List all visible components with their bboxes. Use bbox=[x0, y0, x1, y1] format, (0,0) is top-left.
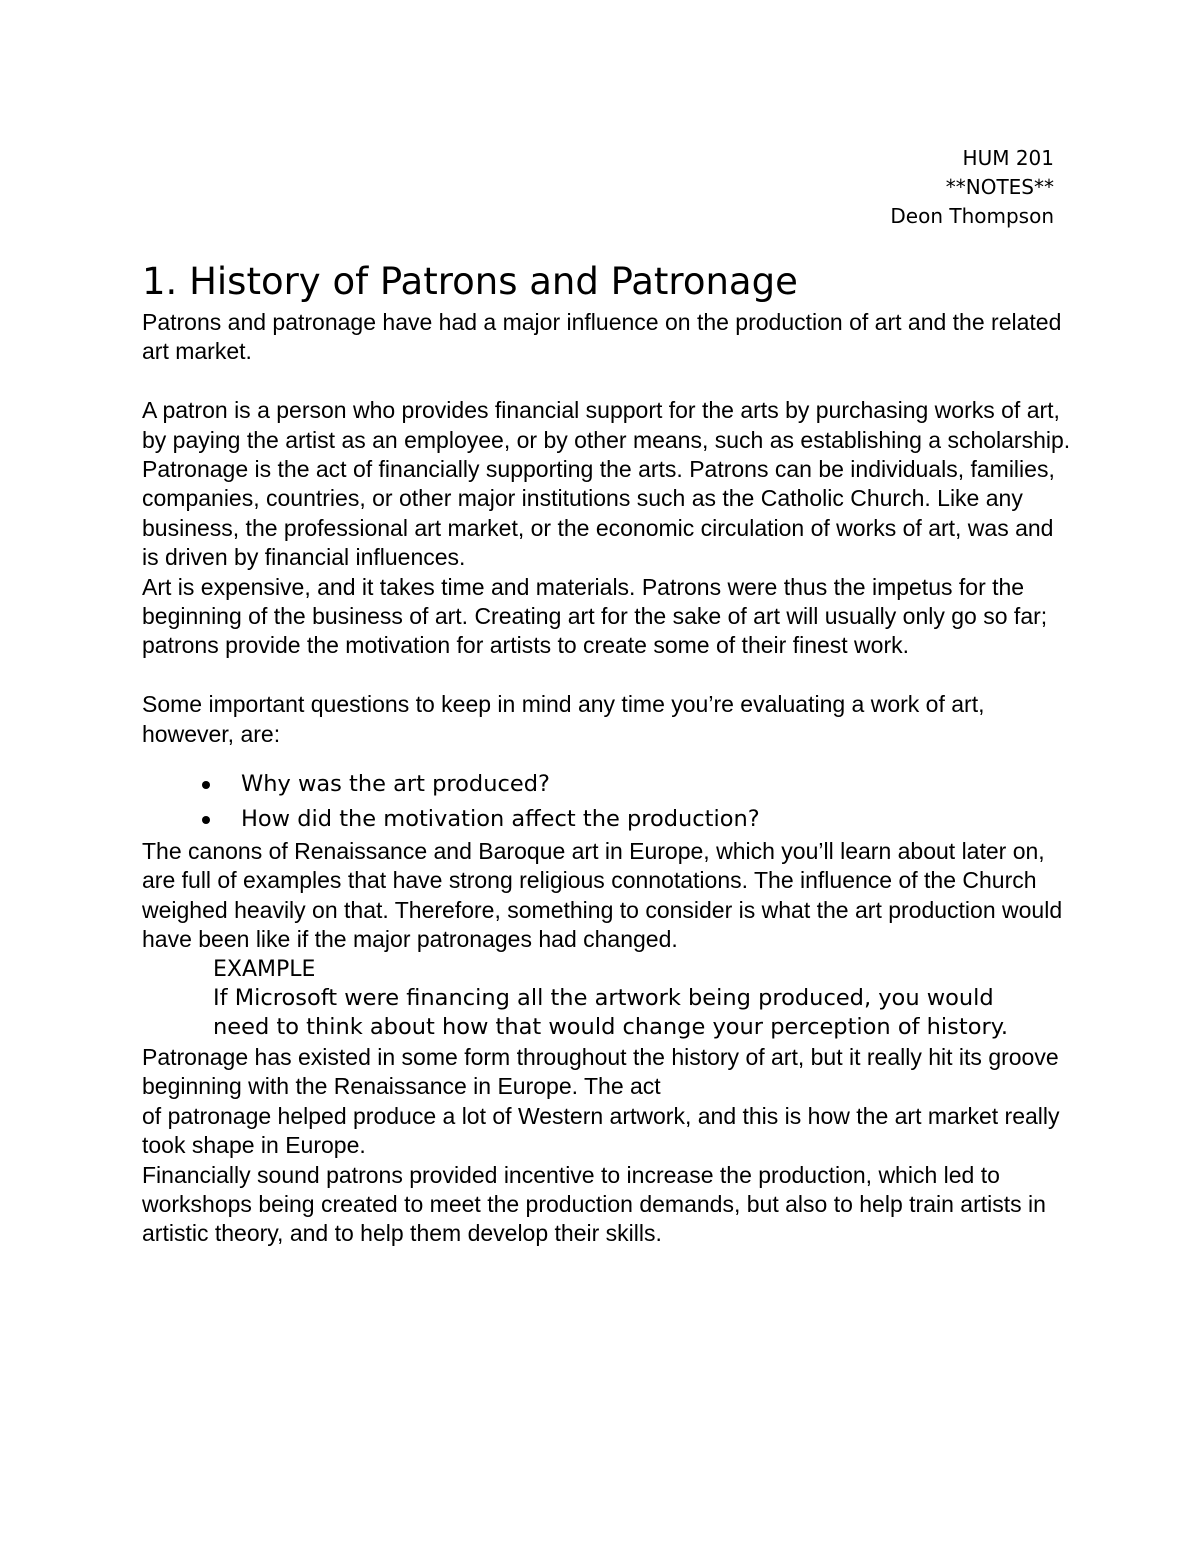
list-item-text: How did the motivation affect the production? bbox=[241, 806, 760, 833]
document-body bbox=[142, 258, 1072, 1249]
paragraph-art-expensive: Art is expensive, and it takes time and materials. Patrons were thus the impetus for the beginning of the business of art. Creating art for the sake of art will usually only go so far; patrons provide the motivation for artists to create some of their finest work. bbox=[142, 573, 1048, 659]
paragraph-renaissance-line1: Patronage has existed in some form throughout the history of art, but it really hit its groove beginning with the Renaissance in Europe. The act bbox=[142, 1043, 1059, 1100]
paragraph-patron-definition: A patron is a person who provides financial support for the arts by purchasing works of art, by paying the artist as an employee, or by other means, such as establishing a scholarship. Patronage is the act of financially supporting the arts. Patrons can be individuals, families, companies, countries, or other major institutions such as the Catholic Church. Like any business, the professional art market, or the economic circulation of works of art, was and is driven by financial influences. bbox=[142, 397, 1071, 571]
paragraph-workshops: Financially sound patrons provided incentive to increase the production, which led to workshops being created to meet the production demands, but also to help train artists in artistic theory, and to help them develop their skills. bbox=[142, 1161, 1046, 1247]
document-header bbox=[890, 144, 1054, 231]
paragraph-questions-intro: Some important questions to keep in mind any time you’re evaluating a work of art, however, are: bbox=[142, 691, 985, 747]
paragraph-renaissance-line2: of patronage helped produce a lot of Western artwork, and this is how the art market really took shape in Europe. bbox=[142, 1102, 1060, 1159]
author-name: Deon Thompson bbox=[890, 204, 1054, 228]
notes-label: **NOTES** bbox=[945, 175, 1054, 199]
section-heading: 1. History of Patrons and Patronage bbox=[142, 260, 798, 303]
bullet-icon bbox=[202, 781, 210, 789]
list-item bbox=[198, 767, 1072, 802]
example-block bbox=[142, 955, 1072, 1043]
list-item bbox=[198, 802, 1072, 837]
paragraph-canons: The canons of Renaissance and Baroque art in Europe, which you’ll learn about later on, are full of examples that have strong religious connotations. The influence of the Church weighed heavily on that. Therefore, something to consider is what the art production would have been like if the major patronages had changed. bbox=[142, 838, 1063, 953]
blank-line bbox=[142, 367, 1072, 396]
paragraph-intro: Patrons and patronage have had a major influence on the production of art and the related art market. bbox=[142, 309, 1062, 365]
blank-line bbox=[142, 661, 1072, 690]
example-text: If Microsoft were financing all the artwork being produced, you would need to think about how that would change your perception of history. bbox=[213, 984, 1009, 1041]
bullet-icon bbox=[202, 816, 210, 824]
list-item-text: Why was the art produced? bbox=[241, 771, 550, 798]
example-label: EXAMPLE bbox=[213, 956, 316, 982]
course-code: HUM 201 bbox=[962, 146, 1054, 170]
questions-list bbox=[142, 767, 1072, 837]
